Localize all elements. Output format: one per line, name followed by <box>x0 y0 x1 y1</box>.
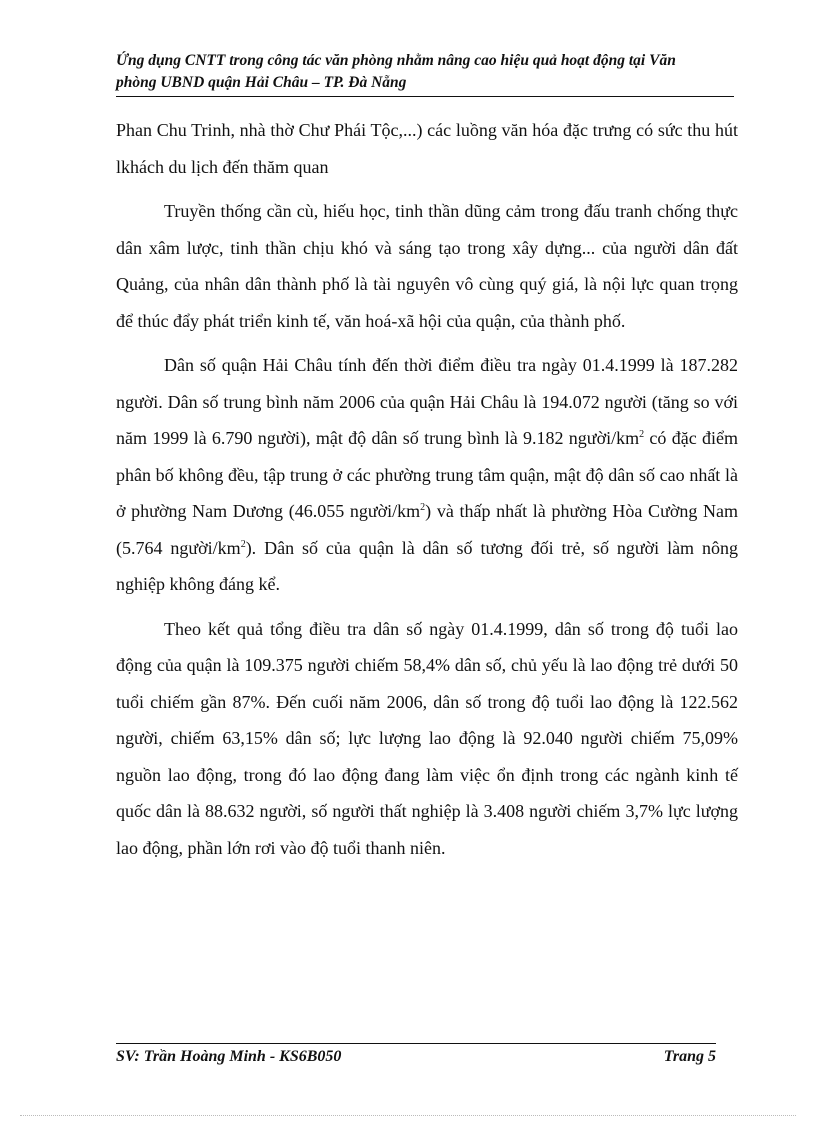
paragraph-3-text-b: có đặc điểm phân bố không đều, tập trung ở các phường trung tâm quận, mật độ dân số cao nhất là ở phường Nam Dương (46.055 người/km <box>116 428 738 521</box>
superscript-squared: 2 <box>420 502 426 513</box>
paragraph-3-text-d: ). Dân số của quận là dân số tương đối trẻ, số người làm nông nghiệp không đáng kể. <box>116 537 738 594</box>
paragraph-2: Truyền thống cần cù, hiếu học, tinh thần dũng cảm trong đấu tranh chống thực dân xâm lược, tinh thần chịu khó và sáng tạo trong xây dựng... của người dân đất Quảng, của nhân dân thành phố là tài nguyên vô cùng quý giá, là nội lực quan trọng để thúc đẩy phát triển kinh tế, văn hoá-xã hội của quận, của thành phố. <box>116 201 738 331</box>
page-header <box>116 50 734 97</box>
page-footer <box>116 1043 716 1065</box>
footer-page-number: Trang 5 <box>663 1048 716 1065</box>
superscript-squared: 2 <box>639 429 645 440</box>
superscript-squared: 2 <box>240 538 246 550</box>
paragraph-1: Phan Chu Trinh, nhà thờ Chư Phái Tộc,...) các luồng văn hóa đặc trưng có sức thu hút lkhách du lịch đến thăm quan <box>116 120 738 177</box>
paragraph-3-text-c: ) và thấp nhất là phường Hòa Cường Nam (5.764 người/km <box>116 501 738 558</box>
paragraph-3-text-a: Dân số quận Hải Châu tính đến thời điểm điều tra ngày 01.4.1999 là 187.282 người. Dân số trung bình năm 2006 của quận Hải Châu là 194.072 người (tăng so với năm 1999 là 6.790 người), mật độ dân số trung bình là 9.182 người/km <box>116 355 738 448</box>
document-body <box>116 112 738 874</box>
paragraph-3 <box>116 347 738 603</box>
header-title-line-2: phòng UBND quận Hải Châu – TP. Đà Nẵng <box>116 74 407 91</box>
paragraph-4: Theo kết quả tổng điều tra dân số ngày 01.4.1999, dân số trong độ tuổi lao động của quận là 109.375 người chiếm 58,4% dân số, chủ yếu là lao động trẻ dưới 50 tuổi chiếm gần 87%. Đến cuối năm 2006, dân số trong độ tuổi lao động là 122.562 người, chiếm 63,15% dân số; lực lượng lao động là 92.040 người chiếm 75,09% nguồn lao động, trong đó lao động đang làm việc ổn định trong các ngành kinh tế quốc dân là 88.632 người, số người thất nghiệp là 3.408 người chiếm 3,7% lực lượng lao động, phần lớn rơi vào độ tuổi thanh niên. <box>116 618 738 858</box>
header-title-line-1: Ứng dụng CNTT trong công tác văn phòng nhằm nâng cao hiệu quả hoạt động tại Văn <box>116 52 676 69</box>
footer-author: SV: Trần Hoàng Minh - KS6B050 <box>116 1048 342 1065</box>
page-bottom-divider <box>20 1115 796 1116</box>
